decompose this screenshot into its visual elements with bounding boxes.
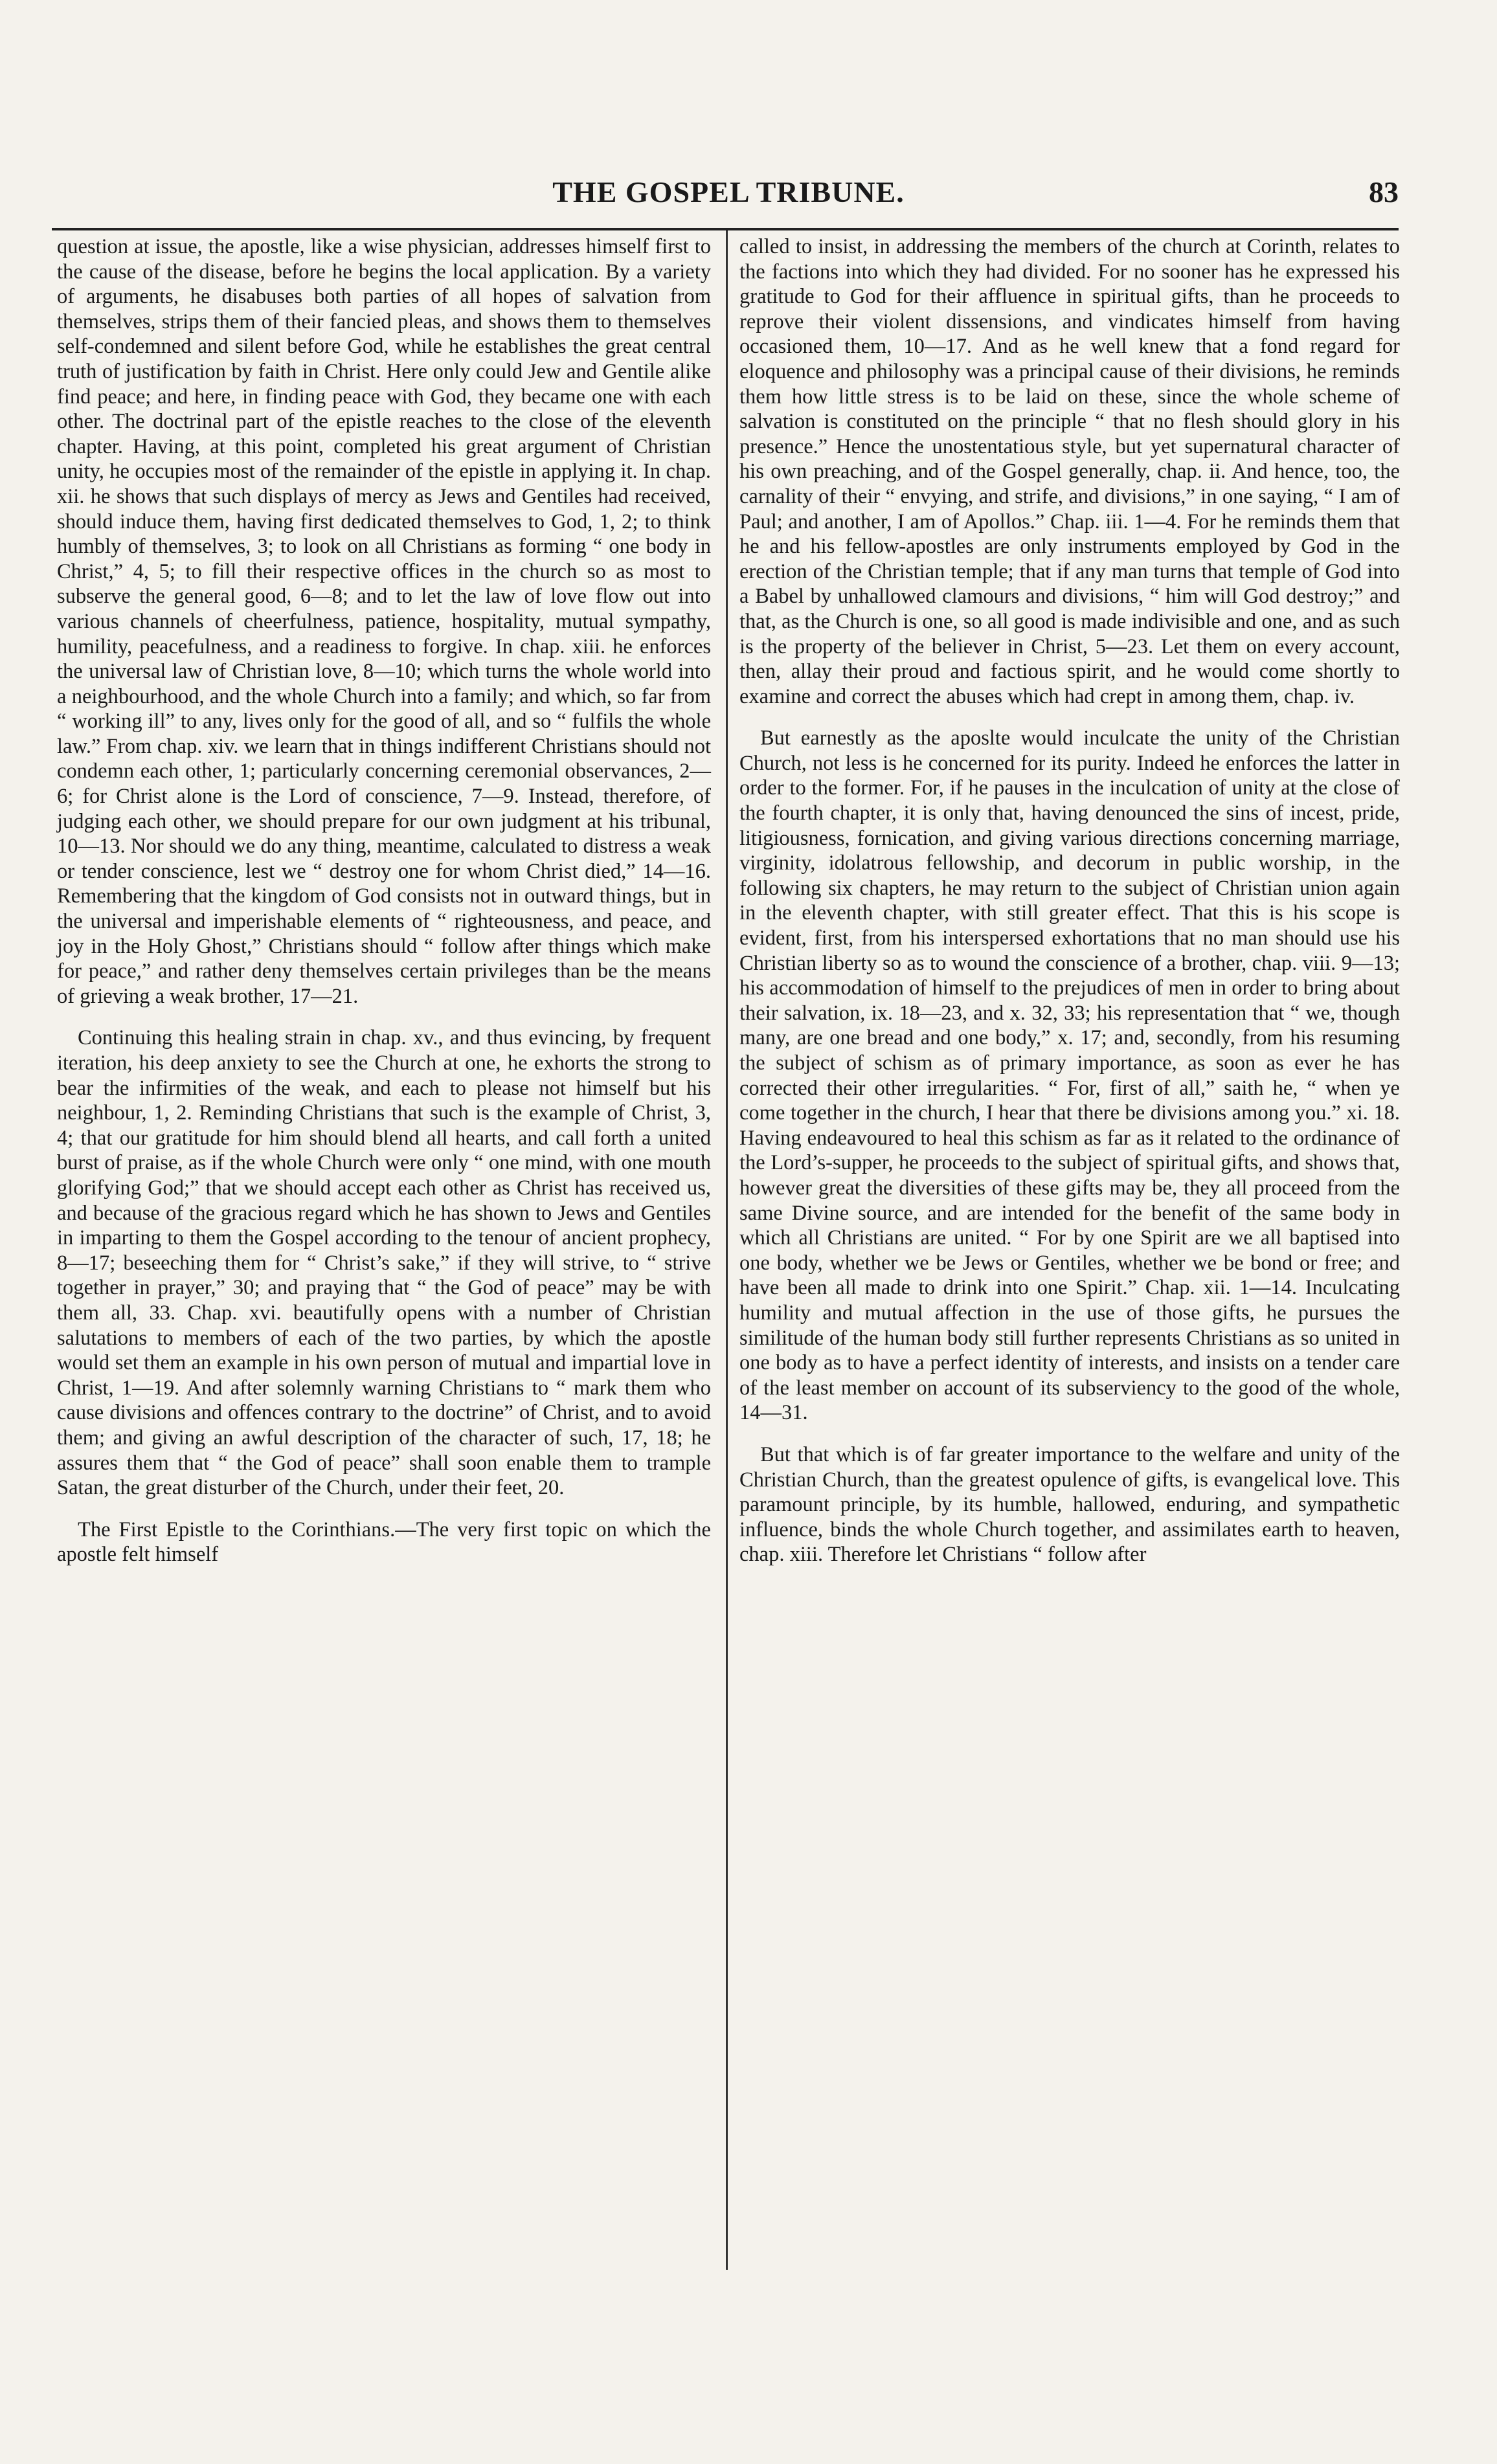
left-paragraph-3: The First Epistle to the Corinthians.—The very first topic on which the apostle felt himself <box>57 1518 711 1567</box>
column-divider <box>726 230 728 2270</box>
right-column <box>739 234 1400 1567</box>
right-paragraph-2: But earnestly as the aposlte would inculcate the unity of the Christian Church, not less is he concerned for its purity. Indeed he enforces the latter in order to the former. For, if he pauses in the inculcation of unity at the close of the fourth chapter, it is only that, having denounced the sins of incest, pride, litigiousness, fornication, and giving various directions concerning marriage, virginity, idolatrous fellowship, and decorum in public worship, in the following six chapters, he may return to the subject of Christian union again in the eleventh chapter, with still greater effect. That this is his scope is evident, first, from his interspersed exhortations that no man should use his Christian liberty so as to wound the conscience of a brother, chap. viii. 9—13; his accommodation of himself to the prejudices of men in order to bring about their salvation, ix. 18—23, and x. 32, 33; his representation that “ we, though many, are one bread and one body,” x. 17; and, secondly, from his resuming the subject of schism as of primary importance, as soon as ever he has corrected their other irregularities. “ For, first of all,” saith he, “ when ye come together in the church, I hear that there be divisions among you.” xi. 18. Having endeavoured to heal this schism as far as it related to the ordinance of the Lord’s-supper, he proceeds to the subject of spiritual gifts, and shows that, however great the diversities of these gifts may be, they all proceed from the same Divine source, and are intended for the benefit of the same body in which all Christians are united. “ For by one Spirit are we all baptised into one body, whether we be Jews or Gentiles, whether we be bond or free; and have been all made to drink into one Spirit.” Chap. xii. 1—14. Inculcating humility and mutual affection in the use of those gifts, he pursues the similitude of the human body still further represents Christians as so united in one body as to have a perfect identity of interests, and insists on a tender care of the least member on account of its subserviency to the good of the whole, 14—31. <box>739 726 1400 1425</box>
running-title: THE GOSPEL TRIBUNE. <box>552 175 905 208</box>
page-header <box>58 175 1399 220</box>
left-paragraph-1: question at issue, the apostle, like a wise physician, addresses himself first to the cause of the disease, before he begins the local application. By a variety of arguments, he disabuses both parties of all hopes of salvation from themselves, strips them of their fancied pleas, and shows them to themselves self-condemned and silent before God, while he establishes the great central truth of justification by faith in Christ. Here only could Jew and Gentile alike find peace; and here, in finding peace with God, they became one with each other. The doctrinal part of the epistle reaches to the close of the eleventh chapter. Having, at this point, completed his great argument of Christian unity, he occupies most of the remainder of the epistle in applying it. In chap. xii. he shows that such displays of mercy as Jews and Gentiles had received, should induce them, having first dedicated themselves to God, 1, 2; to think humbly of themselves, 3; to look on all Christians as forming “ one body in Christ,” 4, 5; to fill their respective offices in the church so as most to subserve the general good, 6—8; and to let the law of love flow out into various channels of cheerfulness, patience, hospitality, mutual sympathy, humility, peacefulness, and a readiness to forgive. In chap. xiii. he enforces the universal law of Christian love, 8—10; which turns the whole world into a neighbourhood, and the whole Church into a family; and which, so far from “ working ill” to any, lives only for the good of all, and so “ fulfils the whole law.” From chap. xiv. we learn that in things indifferent Christians should not condemn each other, 1; particularly concerning ceremonial observances, 2—6; for Christ alone is the Lord of conscience, 7—9. Instead, therefore, of judging each other, we should prepare for our own judgment at his tribunal, 10—13. Nor should we do any thing, meantime, calculated to distress a weak or tender conscience, lest we “ destroy one for whom Christ died,” 14—16. Remembering that the kingdom of God consists not in outward things, but in the universal and imperishable elements of “ righteousness, and peace, and joy in the Holy Ghost,” Christians should “ follow after things which make for peace,” and rather deny themselves certain privileges than be the means of grieving a weak brother, 17—21. <box>57 235 711 1008</box>
left-column <box>57 234 711 1567</box>
right-paragraph-3: But that which is of far greater importance to the welfare and unity of the Christian Church, than the greatest opulence of gifts, is evangelical love. This paramount principle, by its humble, hallowed, enduring, and sympathetic influence, binds the whole Church together, and assimilates earth to heaven, chap. xiii. Therefore let Christians “ follow after <box>739 1442 1400 1567</box>
header-rule <box>52 228 1399 230</box>
right-paragraph-1: called to insist, in addressing the members of the church at Corinth, relates to the factions into which they had divided. For no sooner has he expressed his gratitude to God for their affluence in spiritual gifts, than he proceeds to reprove their violent dissensions, and vindicates himself from having occasioned them, 10—17. And as he well knew that a fond regard for eloquence and philosophy was a principal cause of their divisions, he reminds them how little stress is to be laid on these, since the whole scheme of salvation is constituted on the principle “ that no flesh should glory in his presence.” Hence the unostentatious style, but yet supernatural character of his own preaching, and of the Gospel generally, chap. ii. And hence, too, the carnality of their “ envying, and strife, and divisions,” in one saying, “ I am of Paul; and another, I am of Apollos.” Chap. iii. 1—4. For he reminds them that he and his fellow-apostles are only instruments employed by God in the erection of the Christian temple; that if any man turns that temple of God into a Babel by unhallowed clamours and divisions, “ him will God destroy;” and that, as the Church is one, so all good is made indivisible and one, and as such is the property of the believer in Christ, 5—23. Let them on every account, then, allay their proud and factious spirit, and he would come shortly to examine and correct the abuses which had crept in among them, chap. iv. <box>739 235 1400 708</box>
left-paragraph-2: Continuing this healing strain in chap. xv., and thus evincing, by frequent iteration, his deep anxiety to see the Church at one, he exhorts the strong to bear the infirmities of the weak, and each to please not himself but his neighbour, 1, 2. Reminding Christians that such is the example of Christ, 3, 4; that our gratitude for him should blend all hearts, and call forth a united burst of praise, as if the whole Church were only “ one mind, with one mouth glorifying God;” that we should accept each other as Christ has received us, and because of the gracious regard which he has shown to Jews and Gentiles in imparting to them the Gospel according to the tenour of ancient prophecy, 8—17; beseeching them for “ Christ’s sake,” if they will strive, to “ strive together in prayer,” 30; and praying that “ the God of peace” may be with them all, 33. Chap. xvi. beautifully opens with a number of Christian salutations to members of each of the two parties, by which the apostle would set them an example in his own person of mutual and impartial love in Christ, 1—19. And after solemnly warning Christians to “ mark them who cause divisions and offences contrary to the doctrine” of Christ, and to avoid them; and giving an awful description of the character of such, 17, 18; he assures them that “ the God of peace” shall soon enable them to trample Satan, the great disturber of the Church, under their feet, 20. <box>57 1026 711 1500</box>
page-number: 83 <box>1369 175 1399 208</box>
